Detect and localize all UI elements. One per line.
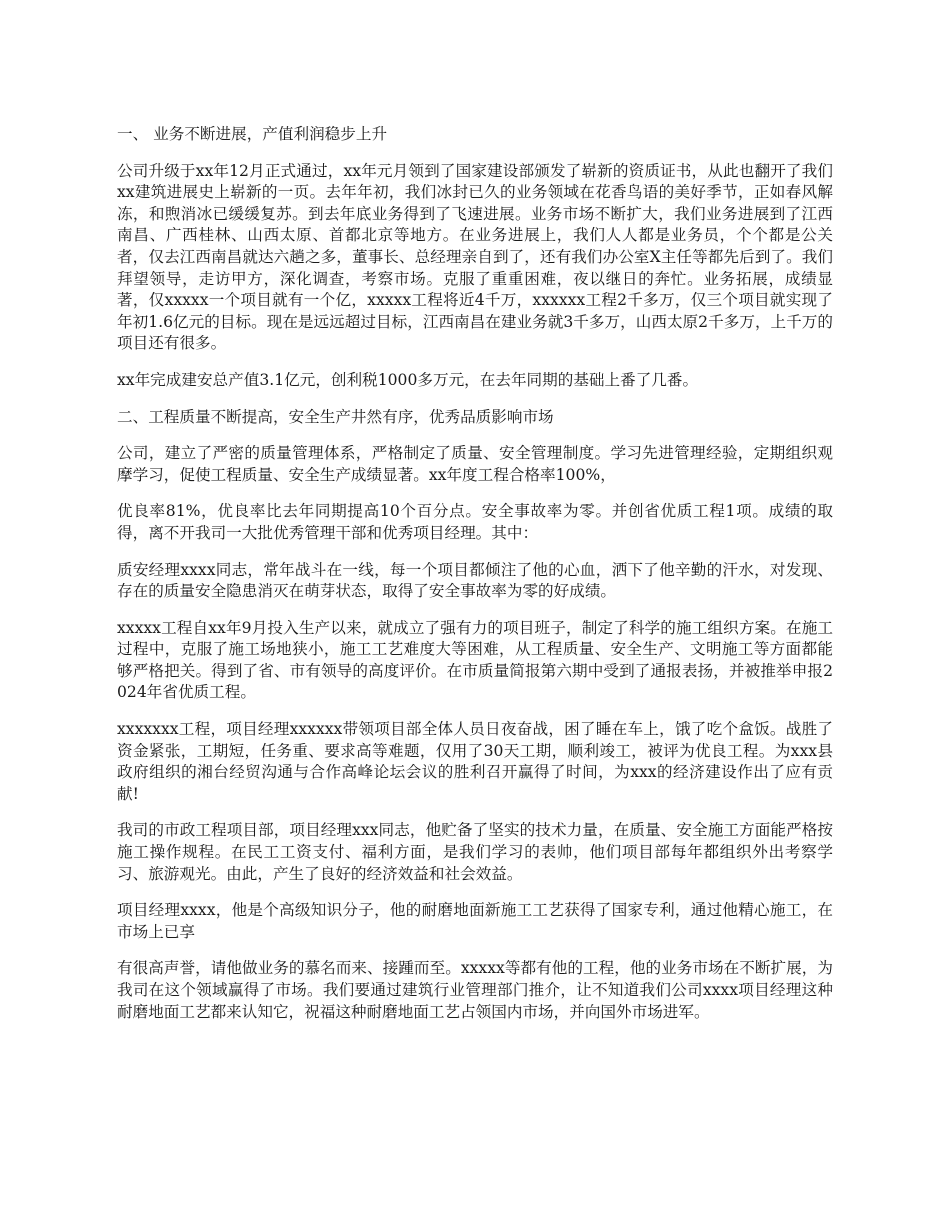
section-heading-1: 一、 业务不断进展，产值利润稳步上升 bbox=[117, 125, 388, 143]
paragraph-quality-system: 公司，建立了严密的质量管理体系，严格制定了质量、安全管理制度。学习先进管理经验，定期组织观摩学习，促使工程质量、安全生产成绩显著。xx年度工程合格率100%， bbox=[117, 444, 833, 484]
paragraph-output-value: xx年完成建安总产值3.1亿元，创利税1000多万元，在去年同期的基础上番了几番。 bbox=[117, 370, 699, 389]
section-heading-2: 二、工程质量不断提高，安全生产井然有序，优秀品质影响市场 bbox=[117, 407, 554, 426]
document-body bbox=[117, 124, 833, 1038]
paragraph-market-reputation: 有很高声誉，请他做业务的慕名而来、接踵而至。xxxxx等都有他的工程，他的业务市场在不断扩展，为我司在这个领域赢得了市场。我们要通过建筑行业管理部门推介，让不知道我们公司xxxx项目经理这种耐磨地面工艺都来认知它，祝福这种耐磨地面工艺占领国内市场，并向国外市场进军。 bbox=[117, 959, 833, 1021]
paragraph-excellence-rate: 优良率81%，优良率比去年同期提高10个百分点。安全事故率为零。并创省优质工程1项。成绩的取得，离不开我司一大批优秀管理干部和优秀项目经理。其中： bbox=[117, 502, 833, 542]
paragraph-patent-manager: 项目经理xxxx，他是个高级知识分子，他的耐磨地面新施工工艺获得了国家专利，通过他精心施工，在市场上已享 bbox=[117, 901, 833, 941]
paragraph-project-manager: xxxxxxx工程，项目经理xxxxxx带领项目部全体人员日夜奋战，困了睡在车上，饿了吃个盒饭。战胜了资金紧张，工期短，任务重、要求高等难题，仅用了30天工期，顺利竣工，被评为优良工程。为xxx县政府组织的湘台经贸沟通与合作高峰论坛会议的胜利召开赢得了时间，为xxx的经济建设作出了应有贡献! bbox=[117, 720, 833, 803]
paragraph-project-team: xxxxx工程自xx年9月投入生产以来，就成立了强有力的项目班子，制定了科学的施工组织方案。在施工过程中，克服了施工场地狭小，施工工艺难度大等困难，从工程质量、安全生产、文明施工等方面都能够严格把关。得到了省、市有领导的高度评价。在市质量简报第六期中受到了通报表扬，并被推举申报2024年省优质工程。 bbox=[117, 618, 833, 702]
paragraph-business-expansion: 公司升级于xx年12月正式通过，xx年元月领到了国家建设部颁发了崭新的资质证书，从此也翻开了我们xx建筑进展史上崭新的一页。去年年初，我们冰封已久的业务领域在花香鸟语的美好季节，正如春风解冻，和煦消冰已缓缓复苏。到去年底业务得到了飞速进展。业务市场不断扩大，我们业务进展到了江西南昌、广西桂林、山西太原、首都北京等地方。在业务进展上，我们人人都是业务员，个个都是公关者，仅去江西南昌就达六趟之多，董事长、总经理亲自到了，还有我们办公室X主任等都先后到了。我们拜望领导，走访甲方，深化调查，考察市场。克服了重重困难，夜以继日的奔忙。业务拓展，成绩显著，仅xxxxx一个项目就有一个亿，xxxxx工程将近4千万，xxxxxx工程2千多万，仅三个项目就实现了年初1.6亿元的目标。现在是远远超过目标，江西南昌在建业务就3千多万，山西太原2千多万，上千万的项目还有很多。 bbox=[117, 161, 833, 353]
paragraph-municipal-dept: 我司的市政工程项目部，项目经理xxx同志，他贮备了坚实的技术力量，在质量、安全施工方面能严格按施工操作规程。在民工工资支付、福利方面，是我们学习的表帅，他们项目部每年都组织外出考察学习、旅游观光。由此，产生了良好的经济效益和社会效益。 bbox=[117, 821, 833, 883]
paragraph-safety-manager: 质安经理xxxx同志，常年战斗在一线，每一个项目都倾注了他的心血，洒下了他辛勤的汗水，对发现、存在的质量安全隐患消灭在萌芽状态，取得了安全事故率为零的好成绩。 bbox=[117, 560, 833, 601]
